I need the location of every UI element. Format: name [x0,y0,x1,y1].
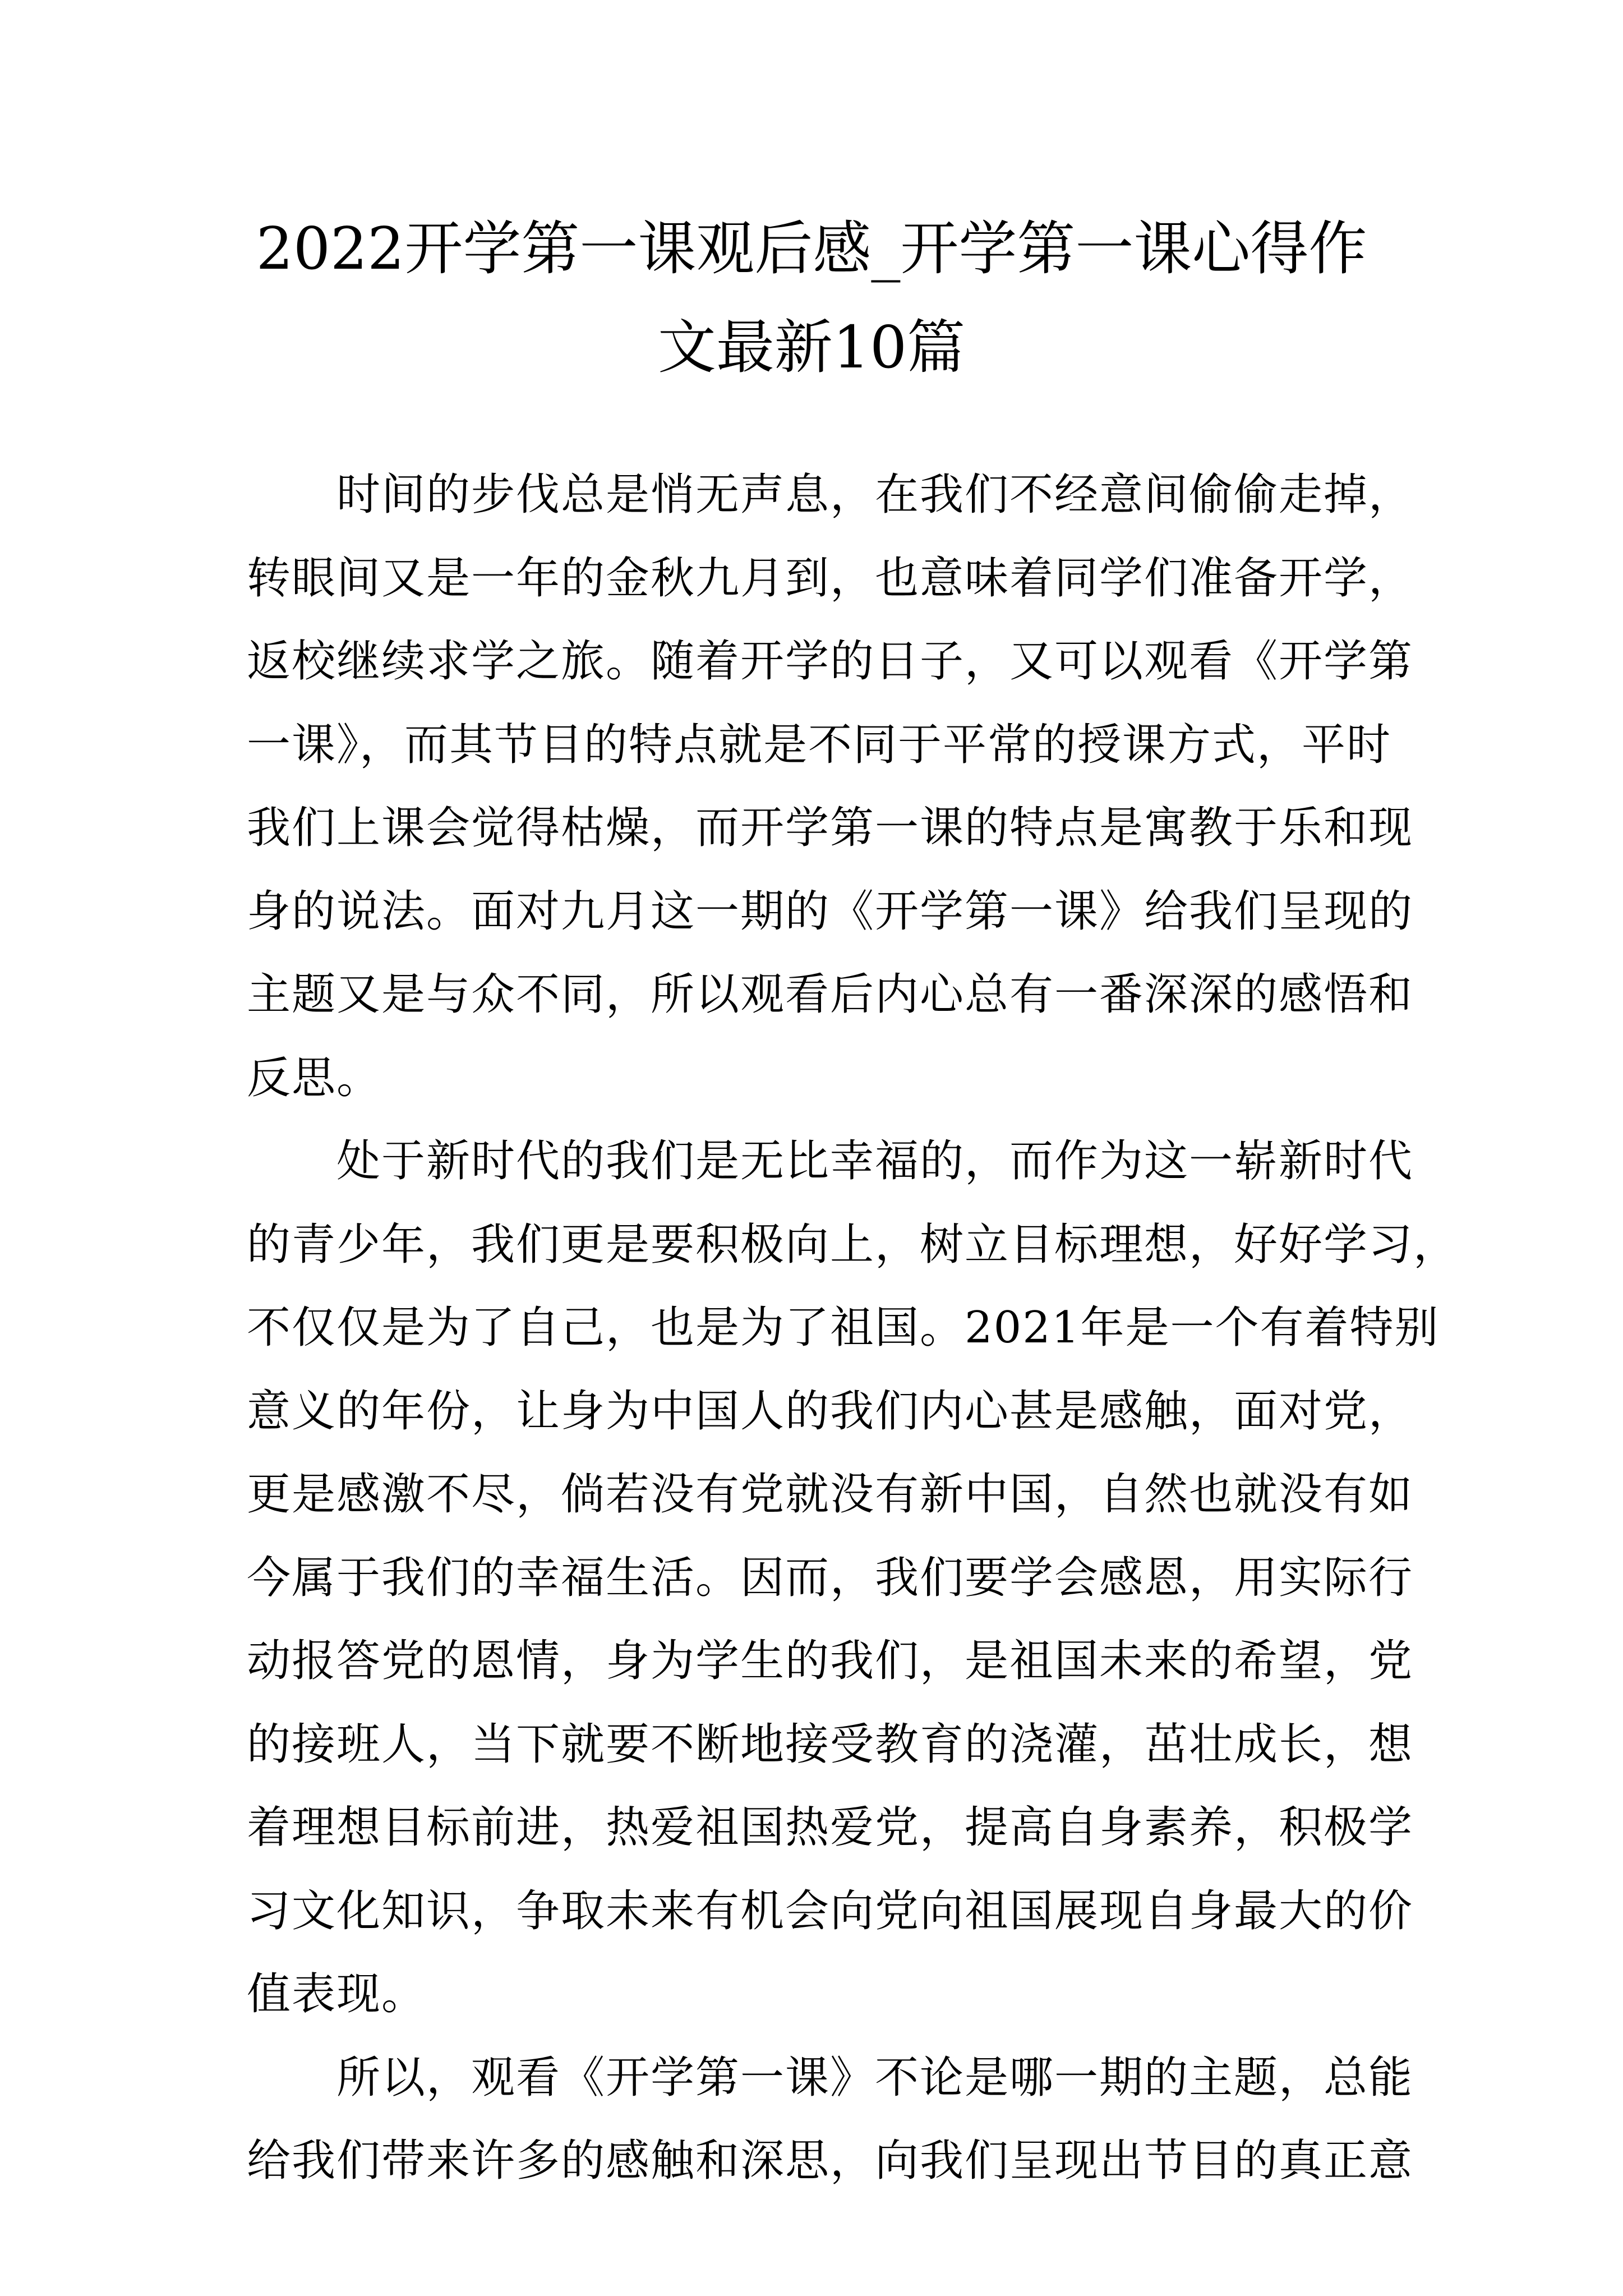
paragraph-line: 一课》，而其节目的特点就是不同于平常的授课方式，平时 [247,719,1392,770]
paragraph-line: 习文化知识，争取未来有机会向党向祖国展现自身最大的价 [247,1885,1414,1936]
paragraph-line: 值表现。 [247,1969,427,2019]
paragraph-2 [247,1120,1459,2036]
paragraph-line: 时间的步伐总是悄无声息，在我们不经意间偷偷走掉， [336,470,1414,520]
document-body [247,453,1459,2203]
title-line-1: 2022开学第一课观后感_开学第一课心得作 [256,214,1367,283]
document-title [241,199,1382,397]
paragraph-line: 转眼间又是一年的金秋九月到，也意味着同学们准备开学， [247,553,1414,604]
paragraph-1 [247,453,1414,1120]
paragraph-line: 给我们带来许多的感触和深思，向我们呈现出节目的真正意 [247,2136,1414,2186]
paragraph-line: 所以，观看《开学第一课》不论是哪一期的主题，总能 [336,2052,1414,2103]
paragraph-line: 不仅仅是为了自己，也是为了祖国。2021年是一个有着特别 [247,1303,1440,1353]
paragraph-line: 的青少年，我们更是要积极向上，树立目标理想，好好学习， [247,1219,1459,1270]
paragraph-line: 我们上课会觉得枯燥，而开学第一课的特点是寓教于乐和现 [247,803,1414,853]
paragraph-line: 今属于我们的幸福生活。因而，我们要学会感恩，用实际行 [247,1552,1414,1603]
paragraph-line: 动报答党的恩情，身为学生的我们，是祖国未来的希望，党 [247,1636,1414,1686]
paragraph-line: 的接班人，当下就要不断地接受教育的浇灌，茁壮成长，想 [247,1719,1414,1770]
paragraph-line: 处于新时代的我们是无比幸福的，而作为这一崭新时代 [336,1136,1414,1186]
paragraph-line: 着理想目标前进，热爱祖国热爱党，提高自身素养，积极学 [247,1802,1414,1853]
paragraph-line: 身的说法。面对九月这一期的《开学第一课》给我们呈现的 [247,886,1414,937]
paragraph-line: 意义的年份，让身为中国人的我们内心甚是感触，面对党， [247,1386,1414,1437]
paragraph-line: 主题又是与众不同，所以观看后内心总有一番深深的感悟和 [247,969,1414,1020]
paragraph-line: 返校继续求学之旅。随着开学的日子，又可以观看《开学第 [247,636,1414,687]
paragraph-3 [247,2036,1414,2203]
paragraph-line: 更是感激不尽，倘若没有党就没有新中国，自然也就没有如 [247,1469,1414,1520]
title-line-2: 文最新10篇 [657,313,966,381]
paragraph-line: 反思。 [247,1052,382,1103]
